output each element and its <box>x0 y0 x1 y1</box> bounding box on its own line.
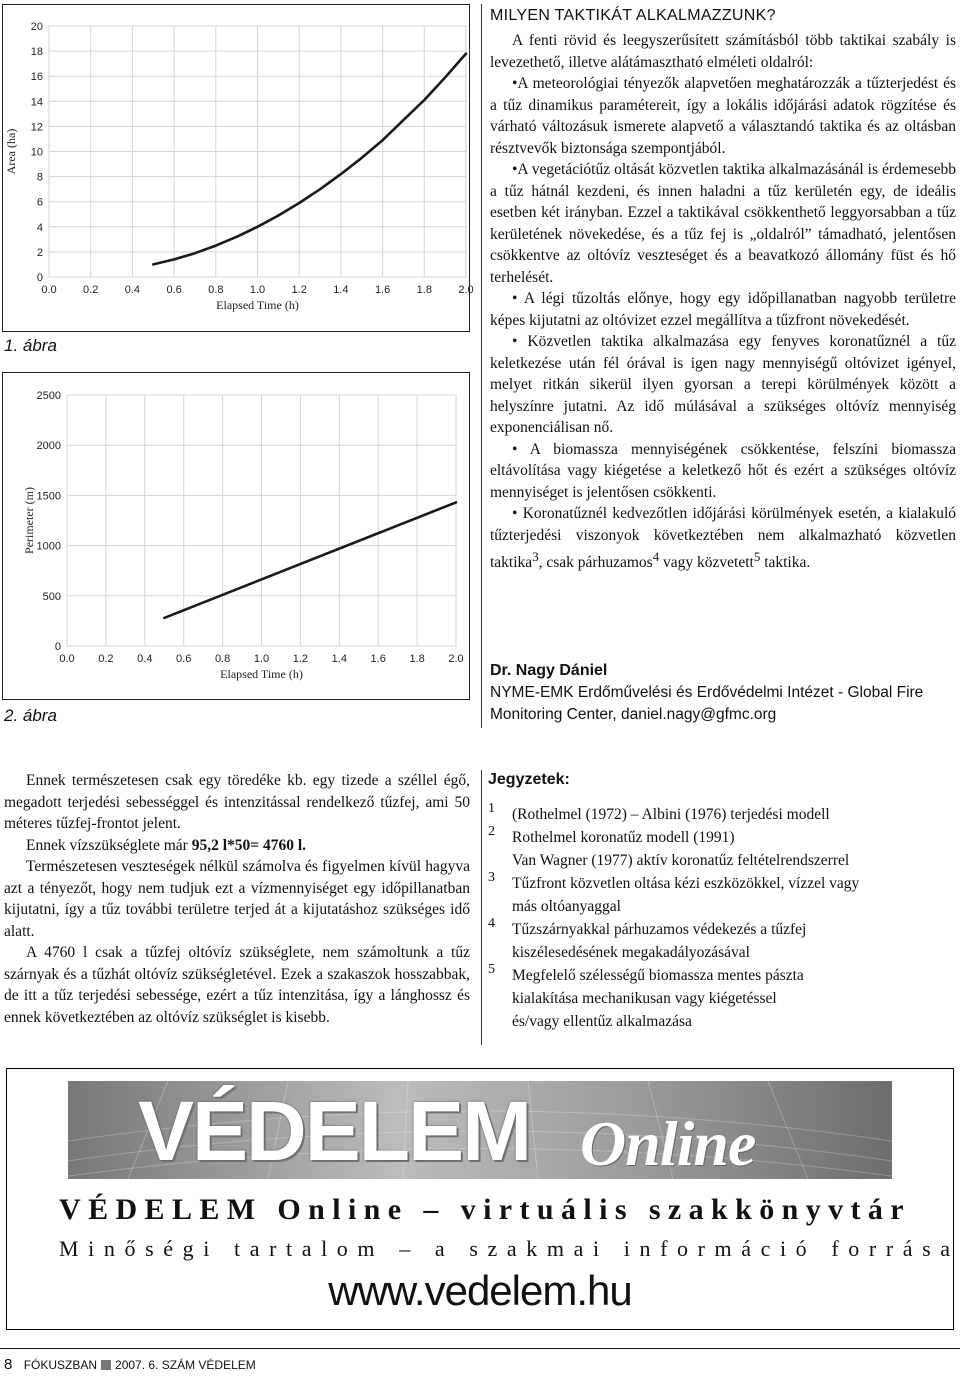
y-tick-label: 1500 <box>36 490 61 503</box>
x-tick-label: 1.6 <box>374 284 391 296</box>
y-tick-label: 2000 <box>36 440 61 453</box>
x-axis-label: Elapsed Time (h) <box>216 298 299 312</box>
footnote-ref-3: 3 <box>532 549 539 564</box>
ad-url-link[interactable]: www.vedelem.hu <box>328 1267 632 1314</box>
y-tick-label: 12 <box>30 121 43 134</box>
y-tick-label: 2 <box>36 246 43 259</box>
figure-1-label: 1. ábra <box>4 336 57 355</box>
notes-section <box>488 768 958 1033</box>
y-tick-label: 6 <box>36 196 43 209</box>
author-affiliation: NYME-EMK Erdőművelési és Erdővédelmi Intézet - Global Fire Monitoring Center, daniel.nagy@gfmc.org <box>490 684 924 723</box>
author-block <box>490 660 950 726</box>
x-tick-label: 0.0 <box>41 284 57 296</box>
x-tick-label: 0.2 <box>83 284 99 296</box>
paragraph: Természetesen veszteségek nélkül számolva és figyelmen kívül hagyva azt a tényezőt, hogy nem tudjuk ezt a vízmennyiséget egy időpillanatban kijutatni, így a tűz további területre terjed át a kijutatáshoz szükséges idő alatt. <box>4 858 470 940</box>
paragraph-last: • Koronatűznél kedvezőtlen időjárási körülmények esetén, a kialakuló tűzterjedési viszonyok következtében nem alkalmazható közvetlen taktika$^3$, csak párhuzamos$^4$ vagy közvetett$^5$ taktika. <box>490 505 956 572</box>
y-tick-label: 20 <box>30 21 43 33</box>
magazine-section: FÓKUSZBAN <box>23 1358 98 1372</box>
logo-vedelem: VÉDELEM <box>138 1084 531 1178</box>
x-axis-label: Elapsed Time (h) <box>220 667 303 681</box>
x-tick-label: 0.4 <box>137 653 153 665</box>
page-number: 8 <box>4 1356 13 1373</box>
paragraph: • Közvetlen taktika alkalmazása egy fenyves koronatűznél a tűz keletkezése után fél órával is igen nagy mennyiségű oltóvizet igényel, melyet ritkán sikerül ilyen gyorsan a terepi körülmények között a helyszínre jutatni. Az idő múlásával a szükséges oltóvíz mennyiség exponenciálisan nő. <box>490 333 956 436</box>
x-tick-label: 1.8 <box>416 284 432 296</box>
x-tick-label: 1.4 <box>333 284 349 296</box>
footer-rule <box>0 1348 960 1349</box>
paragraph: Ennek vízszükséglete már 95,2 l*50= 4760 l. <box>26 836 307 854</box>
paragraph: Ennek természetesen csak egy töredéke kb. egy tizede a széllel égő, megadott terjedési sebességgel és intenzitással rendelkező tűzfej, ami 50 méteres tűzfej-frontot jelent. <box>4 772 470 832</box>
note-item: 1 (Rothelmel (1972) – Albini (1976) terjedési modell <box>488 801 830 823</box>
perimeter-chart-svg <box>3 373 469 699</box>
area-chart-svg <box>3 5 474 331</box>
right-column-text <box>490 30 956 574</box>
x-tick-label: 1.0 <box>253 653 270 665</box>
note-item: 5 Megfelelő szélességű biomassza mentes pászta kialakítása mechanikusan vagy kiégetéssel és/vagy ellentűz alkalmazása <box>488 962 804 1030</box>
water-requirement-value: 95,2 l*50= 4760 l. <box>191 836 307 854</box>
note-item: 4 Tűzszárnyakkal párhuzamos védekezés a tűzfej kiszélesedésének megakadályozásával <box>488 916 807 961</box>
footnote-ref-5: 5 <box>753 549 761 564</box>
y-tick-label: 8 <box>36 171 43 184</box>
y-tick-label: 0 <box>54 641 61 653</box>
column-divider-lower <box>481 770 482 1045</box>
x-tick-label: 1.2 <box>292 653 309 665</box>
y-axis-label: Area (ha) <box>4 128 18 175</box>
x-tick-label: 0.8 <box>214 653 231 665</box>
column-divider <box>481 4 482 728</box>
paragraph: A fenti rövid és leegyszerűsített számításból több taktikai szabály is levezethető, illetve alátámasztható elméleti oldalról: <box>490 32 956 71</box>
page-footer <box>4 1356 256 1373</box>
note-item: 2 Rothelmel koronatűz modell (1991) Van Wagner (1977) aktív koronatűz feltételrendszerrel <box>488 824 850 869</box>
y-tick-label: 16 <box>30 71 43 84</box>
y-tick-label: 18 <box>30 46 43 59</box>
paragraph: •A meteorológiai tényezők alapvetően meghatározzák a tűzterjedést és a tűz dinamikus paramétereit, így a lokális időjárási adatok rögzítése és várható változásuk ismerete alapvető a választandó taktika és az oltásban résztvevők biztonsága szempontjából. <box>490 75 956 157</box>
x-tick-label: 1.2 <box>291 284 307 296</box>
paragraph: A 4760 l csak a tűzfej oltóvíz szükséglete, nem számoltunk a tűz szárnyak és a tűzhát oltóvíz szükségletével. Ezek a szakaszok hosszabbak, de itt a tűz terjedési sebessége, ezért a tűz intenzitása, így a lánghossz és ennek következtében az oltóvíz szükséglet is kisebb. <box>4 944 470 1026</box>
x-tick-label: 1.6 <box>370 653 386 665</box>
issue-info: 2007. 6. SZÁM VÉDELEM <box>115 1358 256 1372</box>
figure-2-perimeter-chart <box>2 372 470 700</box>
figure-2-label: 2. ábra <box>4 706 57 725</box>
figure-1-area-chart <box>2 4 474 332</box>
y-tick-label: 1000 <box>36 540 61 553</box>
x-tick-label: 0.8 <box>208 284 224 296</box>
y-tick-label: 10 <box>30 146 43 159</box>
x-tick-label: 0.6 <box>166 284 182 296</box>
y-tick-label: 500 <box>42 590 61 603</box>
paragraph: • A biomassza mennyiségének csökkentése, felszíni biomassza eltávolítása vagy kiégetése a keletkező hőt és ezért a szükséges oltóvíz mennyiséget is jelentősen csökkenti. <box>490 440 956 501</box>
x-tick-label: 2.0 <box>448 653 464 665</box>
author-name: Dr. Nagy Dániel <box>490 662 608 679</box>
y-axis-label: Perimeter (m) <box>22 487 36 554</box>
x-tick-label: 1.8 <box>409 653 425 665</box>
x-tick-label: 0.6 <box>176 653 192 665</box>
x-tick-label: 2.0 <box>458 284 474 296</box>
note-item: 3 Tűzfront közvetlen oltása kézi eszközökkel, vízzel vagy más oltóanyaggal <box>488 870 860 915</box>
notes-heading: Jegyzetek: <box>488 771 570 788</box>
x-tick-label: 0.4 <box>124 284 141 296</box>
x-tick-label: 1.4 <box>331 653 347 665</box>
y-tick-label: 4 <box>36 221 43 234</box>
y-tick-label: 14 <box>30 96 43 109</box>
vedelem-online-logo-banner <box>68 1081 892 1179</box>
paragraph: • A légi tűzoltás előnye, hogy egy időpillanatban nagyobb területre képes kijutatni az oltóvizet ezzel megállítva a tűzfront növekedését. <box>490 290 956 329</box>
x-tick-label: 0.0 <box>59 653 75 665</box>
y-tick-label: 2500 <box>36 390 61 402</box>
section-title: MILYEN TAKTIKÁT ALKALMAZZUNK? <box>490 7 776 24</box>
vedelem-online-ad[interactable] <box>6 1068 960 1330</box>
paragraph: •A vegetációtűz oltását közvetlen taktika alkalmazásánál is érdemesebb a tűz hátnál kezdeni, és innen haladni a tűz kerületén egy, de ideális esetben két irányban. Ezzel a taktikával csökkenthető leggyorsabban a tűz kerületének növekedése, és a tűz fej is „oldalról” támadható, jelentősen csökkentve az oltóvíz veszteséget és a beavatkozó állomány füst és hő terhelését. <box>490 161 956 286</box>
ad-headline: VÉDELEM Online – virtuális szakkönyvtár <box>59 1193 911 1226</box>
y-tick-label: 0 <box>36 272 43 284</box>
square-separator-icon <box>101 1360 111 1370</box>
logo-online: Online <box>580 1108 756 1179</box>
x-tick-label: 0.2 <box>98 653 114 665</box>
footnote-ref-4: 4 <box>652 549 660 564</box>
x-tick-label: 1.0 <box>249 284 266 296</box>
left-column-text <box>4 770 470 1028</box>
ad-tagline: Minőségi tartalom – a szakmai információ forrása <box>59 1236 960 1261</box>
